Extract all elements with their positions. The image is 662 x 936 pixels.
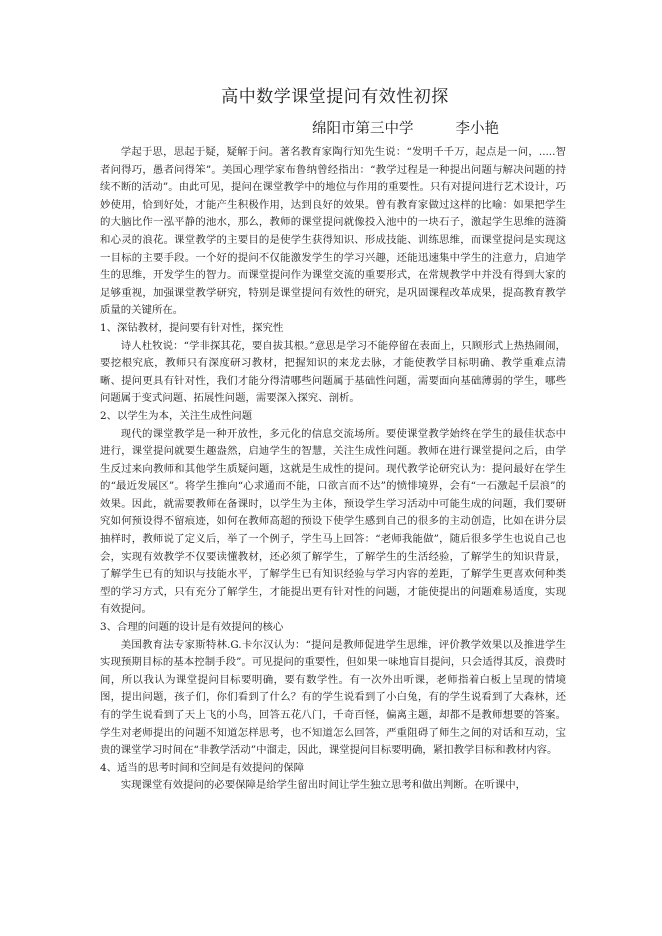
section-paragraph: 现代的课堂教学是一种开放性，多元化的信息交流场所。要使课堂教学始终在学生的最佳状态中进行，课堂提问就要生趣盎然，启迪学生的智慧，关注生成性问题。教师在进行课堂提问之后，由学生反过来向教师和其他学生质疑问题，这就是生成性的提问。现代教学论研究认为：提问最好在学生的“最近发展区”。将学生推向“心求通而不能，口欲言而不达”的愤悱境界，会有“一石激起千层浪”的效果。因此，就需要教师在备课时，以学生为主体，预设学生学习活动中可能生成的问题，我们要研究如何预设得不留痕迹，如何在教师高超的预设下使学生感到自己的很多的主动创造，比如在讲分层抽样时，教师说了定义后，举了一个例子，学生马上回答：“老师我能做”，随后很多学生也说自己也会，实现有效教学不仅要读懂教材，还必须了解学生，了解学生的生活经验，了解学生的知识背景，了解学生已有的知识与技能水平，了解学生已有知识经验与学习内容的差距，了解学生更喜欢何种类型的学习方式，只有充分了解学生，才能提出更有针对性的问题，才能使提出的问题难易适度，实现有效提问。: [100, 427, 566, 616]
intro-paragraph: 学起于思，思起于疑，疑解于问。著名教育家陶行知先生说：“发明千千万，起点是一问，.....智者问得巧，愚者问得笨”。美国心理学家布鲁纳曾经指出：“教学过程是一种提出问题与解决问题的持续不断的活动”。由此可见，提问在课堂教学中的地位与作用的重要性。只有对提问进行艺术设计，巧妙使用，恰到好处，才能产生积极作用，达到良好的效果。曾有教育家做过这样的比喻：如果把学生的大脑比作一泓平静的池水，那么，教师的课堂提问就像投入池中的一块石子，激起学生思维的涟漪和心灵的浪花。课堂教学的主要目的是使学生获得知识、形成技能、训练思维，而课堂提问是实现这一目标的主要手段。一个好的提问不仅能激发学生的学习兴趣，还能迅速集中学生的注意力，启迪学生的思维，开发学生的智力。而课堂提问作为课堂交流的重要形式，在常规教学中并没有得到大家的足够重视，加强课堂教学研究，特别是课堂提问有效性的研究，是巩固课程改革成果，提高教育教学质量的关键所在。: [100, 146, 566, 317]
section-heading: 4、适当的思考时间和空间是有效提问的保障: [100, 761, 305, 774]
section-paragraph: 美国教育法专家斯特林.G.卡尔汉认为：“提问是教师促进学生思维，评价教学效果以及推进学生实现预期目标的基本控制手段”。可见提问的重要性，但如果一味地盲目提问，只会适得其反，浪费时间，所以我认为课堂提问目标要明确，要有数学性。有一次外出听课，老师指着白板上呈现的情境图，提出问题，孩子们，你们看到了什么？有的学生说看到了小白兔，有的学生说看到了大森林，还有的学生说看到了天上飞的小鸟，回答五花八门，千奇百怪，偏离主题，却都不是教师想要的答案。学生对老师提出的问题不知道怎样思考，也不知道怎么回答，严重阻碍了师生之间的对话和互动，宝贵的课堂学习时间在“非教学活动”中溜走，因此，课堂提问目标要明确，紧扣教学目标和教材内容。: [100, 638, 566, 757]
byline: [100, 118, 566, 140]
section-paragraph: 实现课堂有效提问的必要保障是给学生留出时间让学生独立思考和做出判断。在听课中，: [120, 779, 527, 792]
school-name: 绵阳市第三中学: [312, 121, 414, 137]
section-paragraph: 诗人杜牧说：“学非探其花，要自拔其根。”意思是学习不能停留在表面上，只顾形式上热热闹闹，要挖根究底，教师只有深度研习教材，把握知识的来龙去脉，才能使教学目标明确、教学重难点清晰、提问更具有针对性，我们才能分得清哪些问题属于基础性问题，需要面向基础薄弱的学生，哪些问题属于变式问题、拓展性问题，需要深入探究、剖析。: [100, 339, 566, 405]
section-heading: 1、深钻教材，提问要有针对性，探究性: [100, 321, 284, 334]
section-heading: 3、合理的问题的设计是有效提问的核心: [100, 621, 284, 634]
section-heading: 2、以学生为本，关注生成性问题: [100, 409, 253, 422]
document-title: 高中数学课堂提问有效性初探: [221, 87, 449, 107]
author-name: 李小艳: [455, 121, 499, 137]
document-page: [100, 86, 566, 795]
